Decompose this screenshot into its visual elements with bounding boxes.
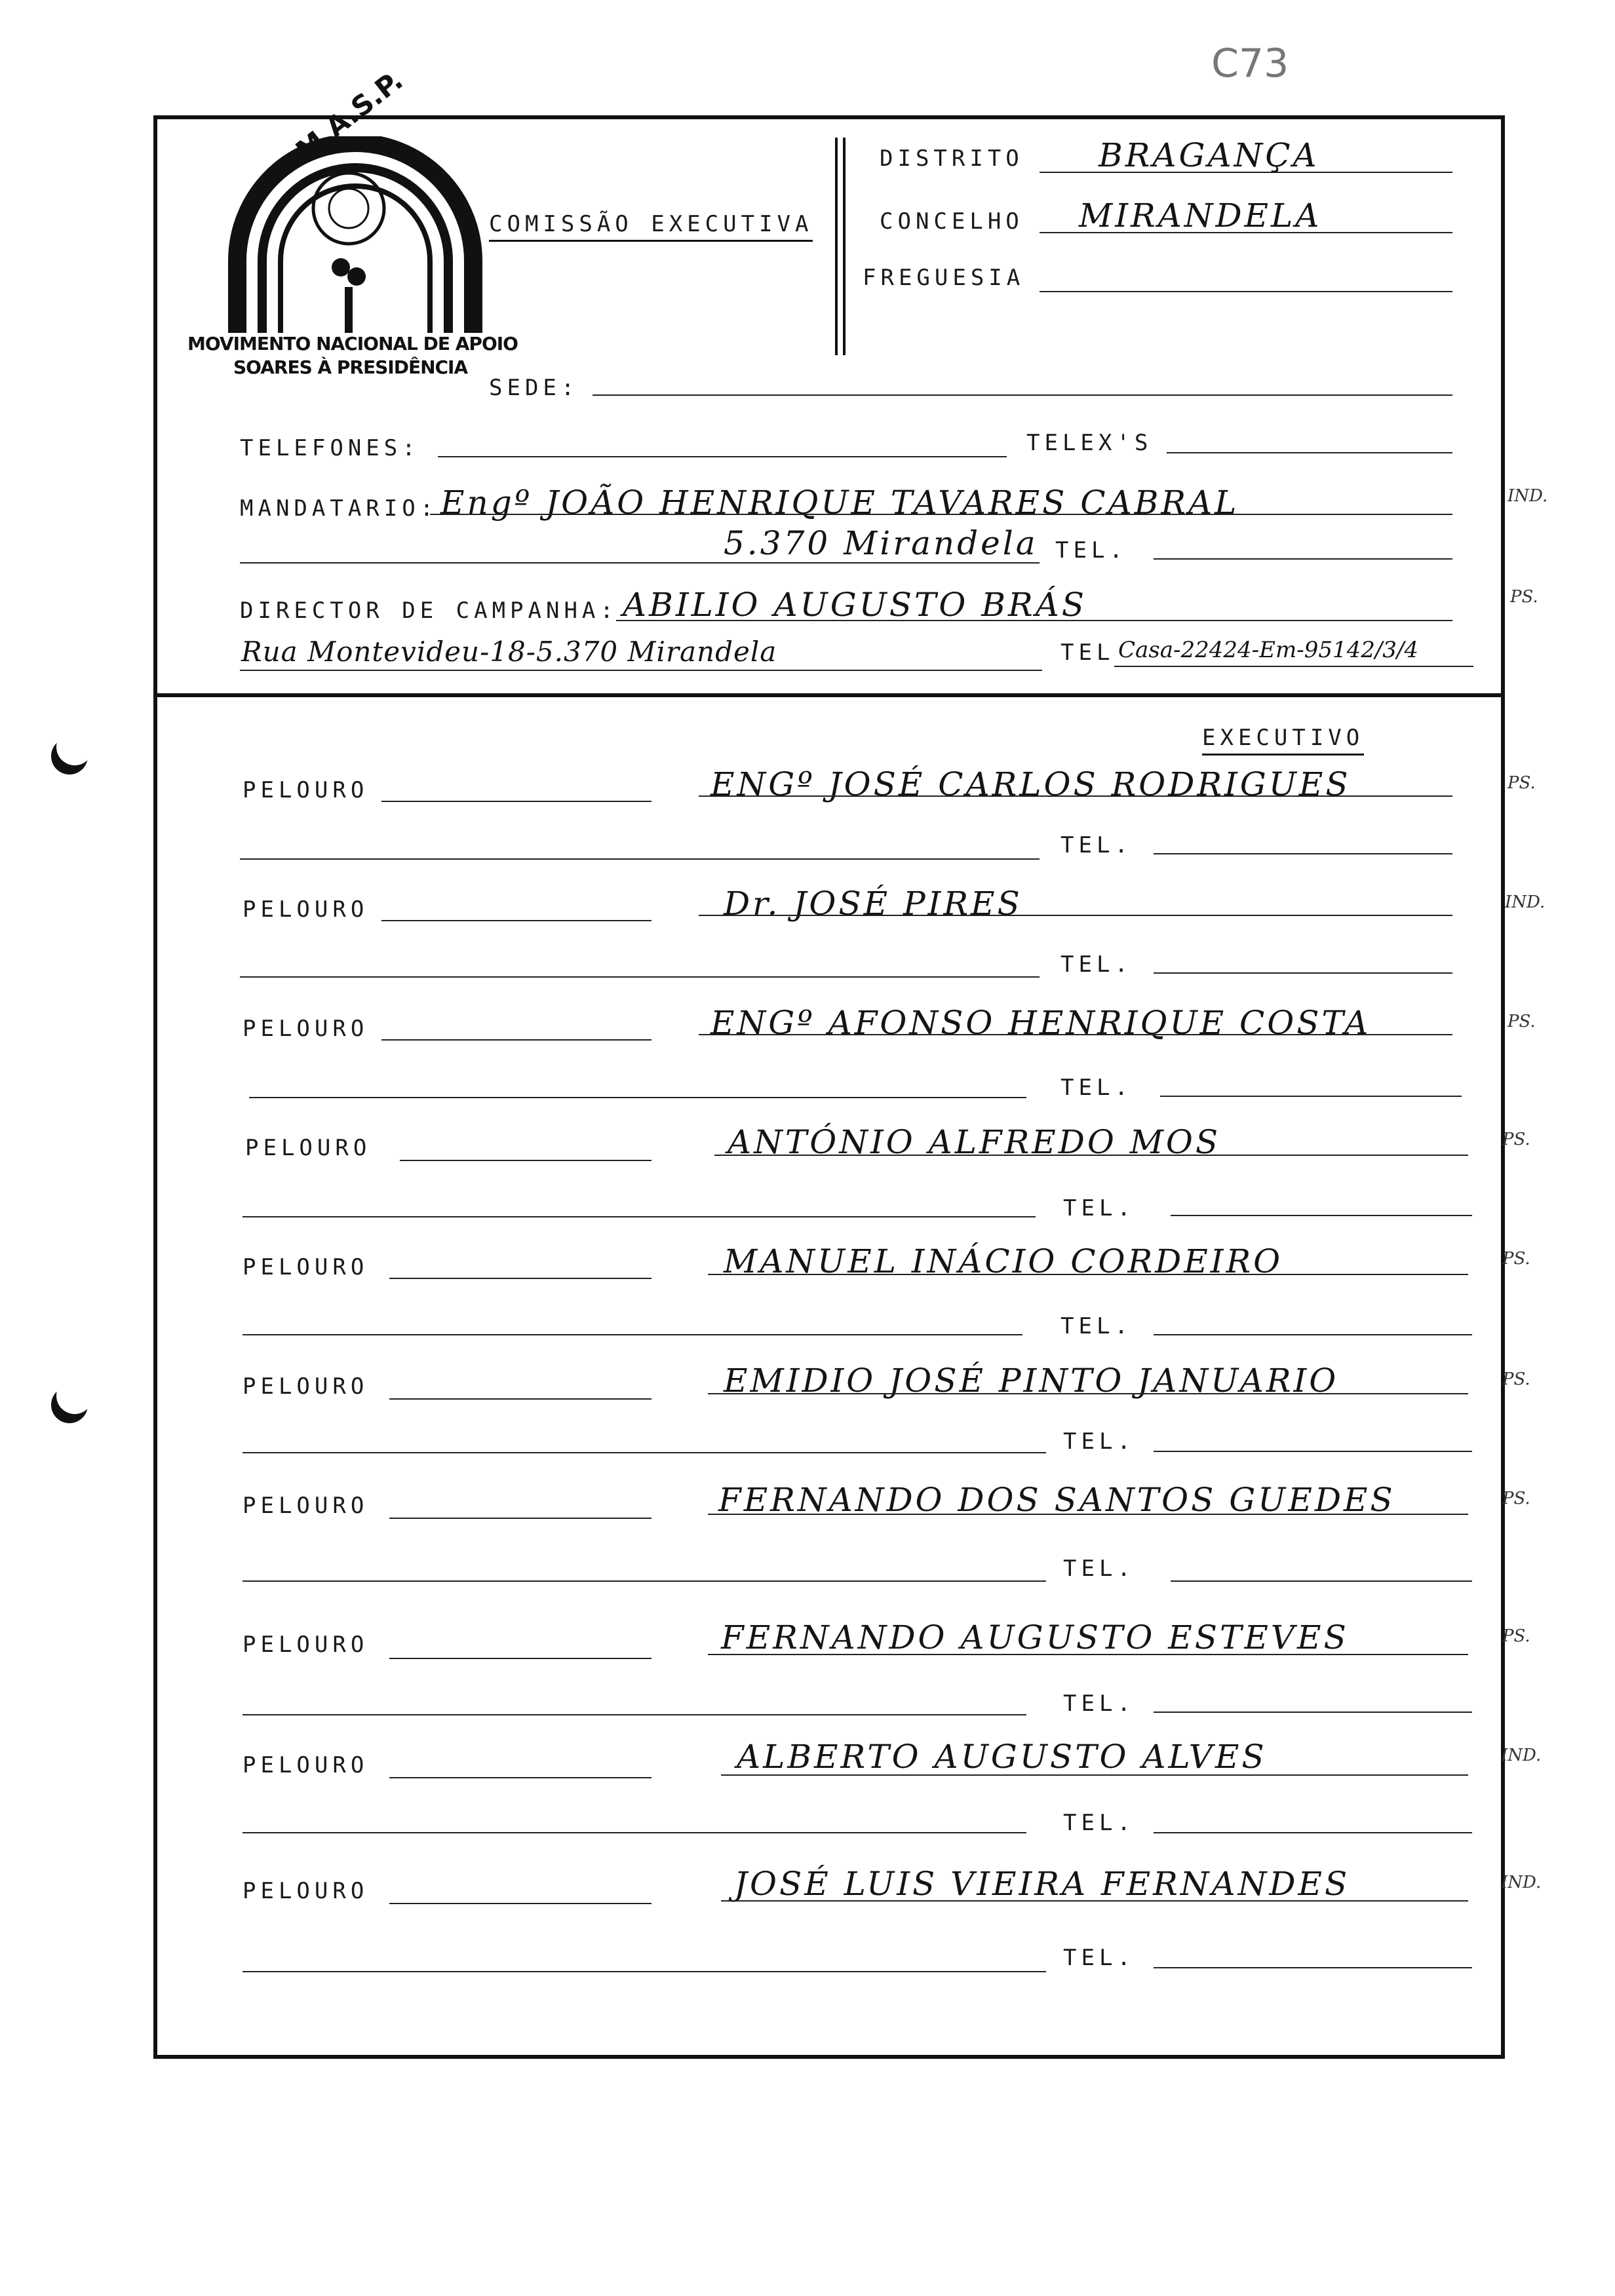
tel-label: TEL.: [1063, 1810, 1135, 1836]
pelouro-label: PELOURO: [245, 1135, 372, 1161]
tel-label: TEL.: [1060, 951, 1133, 978]
pelouro-label: PELOURO: [243, 1016, 369, 1042]
director-value: ABILIO AUGUSTO BRÁS: [623, 586, 1087, 624]
member-tel-field[interactable]: [1154, 1832, 1472, 1833]
member-address-field[interactable]: [240, 858, 1040, 860]
member-name: JOSÉ LUIS VIEIRA FERNANDES: [734, 1865, 1350, 1903]
pelouro-field[interactable]: [381, 920, 652, 921]
punch-hole-icon: [56, 1377, 93, 1414]
member-tel-field[interactable]: [1154, 853, 1452, 854]
distrito-value: BRAGANÇA: [1099, 136, 1319, 174]
pelouro-field[interactable]: [389, 1777, 652, 1778]
member-address-field[interactable]: [243, 1832, 1026, 1833]
pelouro-field[interactable]: [389, 1518, 652, 1519]
corner-mark: C73: [1211, 41, 1289, 86]
pelouro-label: PELOURO: [243, 1752, 369, 1778]
member-name: ENGº AFONSO HENRIQUE COSTA: [710, 1004, 1371, 1042]
sede-field[interactable]: [593, 394, 1452, 396]
director-tel-field[interactable]: [1114, 666, 1473, 667]
member-party: PS.: [1502, 1130, 1530, 1149]
member-name: EMIDIO JOSÉ PINTO JANUARIO: [724, 1362, 1339, 1400]
director-address: Rua Montevideu-18-5.370 Mirandela: [241, 636, 777, 668]
member-name: MANUEL INÁCIO CORDEIRO: [724, 1242, 1283, 1280]
member-address-field[interactable]: [243, 1714, 1026, 1715]
member-name-field[interactable]: [714, 1155, 1468, 1156]
mandatario-address-field[interactable]: [240, 562, 1040, 564]
logo-acronym: M.A.S.P.: [290, 64, 409, 167]
member-address-field[interactable]: [243, 1971, 1046, 1972]
member-party: PS.: [1502, 1489, 1530, 1508]
telefones-field[interactable]: [438, 456, 1007, 457]
member-party: PS.: [1508, 773, 1536, 793]
member-tel-field[interactable]: [1154, 1967, 1472, 1968]
member-party: IND.: [1501, 1746, 1542, 1765]
tel-label: TEL.: [1060, 1313, 1133, 1339]
pelouro-field[interactable]: [400, 1160, 652, 1161]
logo-line2: SOARES À PRESIDÊNCIA: [233, 356, 468, 378]
tel-label: TEL.: [1063, 1195, 1135, 1221]
member-address-field[interactable]: [243, 1216, 1036, 1217]
member-address-field[interactable]: [240, 976, 1040, 978]
member-name-field[interactable]: [699, 915, 1452, 916]
member-tel-field[interactable]: [1160, 1096, 1462, 1097]
member-party: PS.: [1508, 1012, 1536, 1031]
tel-label: TEL.: [1060, 832, 1133, 858]
mandatario-label: MANDATARIO:: [240, 495, 438, 522]
member-party: PS.: [1502, 1249, 1530, 1269]
member-party: IND.: [1505, 892, 1546, 912]
tel-label: TEL.: [1063, 1945, 1135, 1971]
pelouro-label: PELOURO: [243, 1493, 369, 1519]
section-divider: [153, 693, 1505, 697]
member-tel-field[interactable]: [1154, 1334, 1472, 1335]
member-address-field[interactable]: [243, 1580, 1046, 1582]
member-address-field[interactable]: [243, 1334, 1022, 1335]
member-tel-field[interactable]: [1171, 1580, 1472, 1582]
executivo-label: EXECUTIVO: [1202, 725, 1364, 756]
mandatario-tel-field[interactable]: [1154, 558, 1452, 560]
member-name: ENGº JOSÉ CARLOS RODRIGUES: [710, 765, 1351, 803]
commission-title: COMISSÃO EXECUTIVA: [489, 211, 813, 242]
pelouro-label: PELOURO: [243, 896, 369, 923]
pelouro-field[interactable]: [389, 1278, 652, 1279]
member-party: PS.: [1502, 1626, 1530, 1646]
member-name-field[interactable]: [721, 1900, 1468, 1902]
telex-field[interactable]: [1167, 452, 1452, 453]
telefones-label: TELEFONES:: [240, 435, 420, 461]
mandatario-party: IND.: [1508, 486, 1548, 506]
pelouro-label: PELOURO: [243, 1878, 369, 1904]
director-party: PS.: [1510, 587, 1538, 607]
pelouro-field[interactable]: [389, 1658, 652, 1659]
member-name-field[interactable]: [708, 1274, 1468, 1275]
director-address-field[interactable]: [240, 670, 1042, 671]
director-tel-value: Casa-22424-Em-95142/3/4: [1118, 637, 1419, 663]
director-field[interactable]: [616, 620, 1452, 621]
member-party: IND.: [1501, 1873, 1542, 1892]
header-separator: [843, 138, 846, 355]
member-name: FERNANDO DOS SANTOS GUEDES: [718, 1481, 1395, 1519]
member-party: PS.: [1502, 1369, 1530, 1389]
tel-label: TEL.: [1060, 1075, 1133, 1101]
freguesia-label: FREGUESIA: [863, 265, 1025, 291]
concelho-label: CONCELHO: [880, 208, 1024, 235]
logo-line1: MOVIMENTO NACIONAL DE APOIO: [187, 333, 518, 354]
pelouro-field[interactable]: [381, 1039, 652, 1041]
mandatario-address: 5.370 Mirandela: [724, 524, 1038, 562]
pelouro-field[interactable]: [389, 1903, 652, 1904]
member-name-field[interactable]: [708, 1654, 1468, 1655]
member-name: ANTÓNIO ALFREDO MOS: [728, 1123, 1221, 1161]
masp-logo-icon: [185, 136, 526, 353]
pelouro-label: PELOURO: [243, 1254, 369, 1280]
pelouro-label: PELOURO: [243, 1373, 369, 1400]
sede-label: SEDE:: [489, 375, 579, 401]
member-tel-field[interactable]: [1171, 1215, 1472, 1216]
tel-label: TEL.: [1063, 1428, 1135, 1455]
pelouro-field[interactable]: [381, 801, 652, 802]
director-label: DIRECTOR DE CAMPANHA:: [240, 598, 618, 624]
member-name-field[interactable]: [699, 1034, 1452, 1035]
telex-label: TELEX'S: [1026, 430, 1153, 456]
member-address-field[interactable]: [249, 1097, 1026, 1098]
freguesia-field[interactable]: [1040, 291, 1452, 292]
member-name-field[interactable]: [708, 1514, 1468, 1515]
mandatario-tel-label: TEL.: [1055, 537, 1127, 564]
tel-label: TEL.: [1063, 1691, 1135, 1717]
mandatario-field[interactable]: [430, 514, 1452, 515]
member-tel-field[interactable]: [1154, 1451, 1472, 1452]
member-name: FERNANDO AUGUSTO ESTEVES: [721, 1618, 1349, 1656]
member-tel-field[interactable]: [1154, 1712, 1472, 1713]
member-name: ALBERTO AUGUSTO ALVES: [737, 1738, 1267, 1776]
director-tel-label: TEL: [1060, 640, 1115, 666]
masp-logo: [185, 64, 526, 385]
pelouro-field[interactable]: [389, 1398, 652, 1400]
concelho-value: MIRANDELA: [1079, 197, 1322, 235]
member-tel-field[interactable]: [1154, 972, 1452, 974]
member-address-field[interactable]: [243, 1452, 1046, 1453]
header-separator: [835, 138, 838, 355]
punch-hole-icon: [56, 729, 93, 765]
tel-label: TEL.: [1063, 1556, 1135, 1582]
member-name-field[interactable]: [699, 795, 1452, 797]
mandatario-value: Engº JOÃO HENRIQUE TAVARES CABRAL: [440, 484, 1239, 522]
member-name: Dr. JOSÉ PIRES: [724, 885, 1022, 923]
pelouro-label: PELOURO: [243, 777, 369, 803]
member-name-field[interactable]: [721, 1774, 1468, 1776]
pelouro-label: PELOURO: [243, 1632, 369, 1658]
distrito-label: DISTRITO: [880, 145, 1024, 172]
member-name-field[interactable]: [708, 1393, 1468, 1394]
